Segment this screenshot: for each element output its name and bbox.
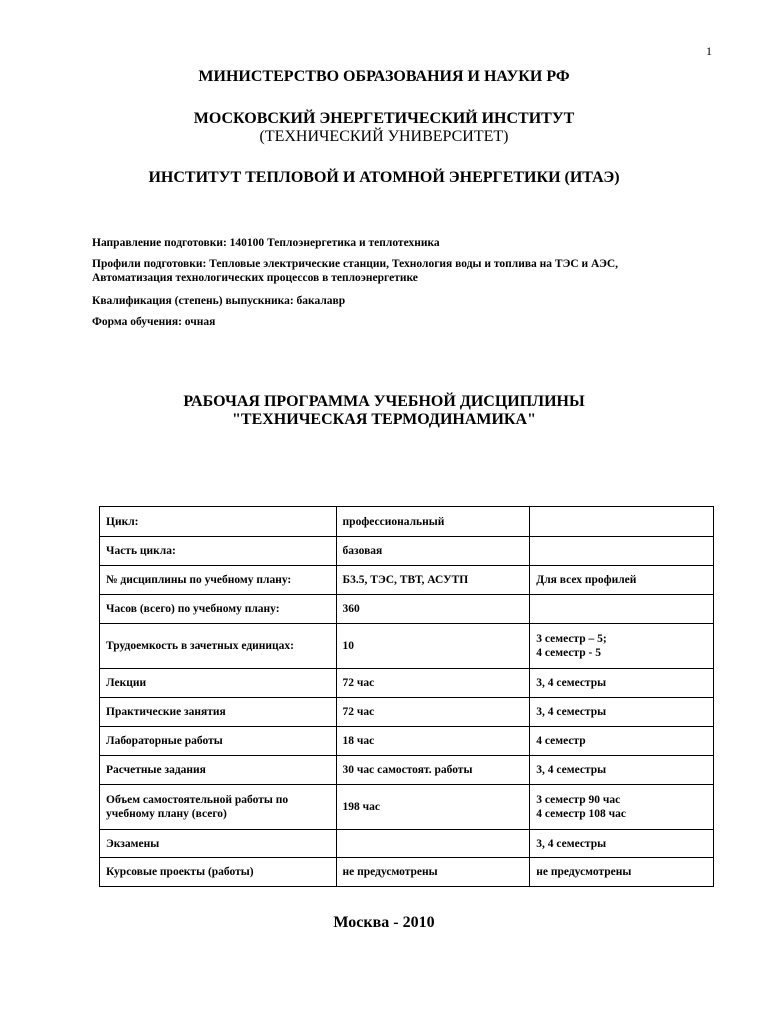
city-year: Москва - 2010 [333,914,435,931]
row-value [336,830,530,858]
table-row [100,566,714,595]
profiles-line-2: Автоматизация технологических процессов в теплоэнергетике [92,272,418,284]
row-note: 3, 4 семестры [530,669,714,698]
row-note: 3, 4 семестры [530,756,714,785]
profiles-line-1: Профили подготовки: Тепловые электрические станции, Технология воды и топлива на ТЭС и АЭС, [92,258,619,270]
institute-heading: МОСКОВСКИЙ ЭНЕРГЕТИЧЕСКИЙ ИНСТИТУТ [193,110,575,127]
table-row [100,830,714,858]
table-row [100,537,714,566]
row-label: Цикл: [100,507,337,537]
qualification-line: Квалификация (степень) выпускника: бакалавр [92,295,346,307]
row-value: 10 [336,624,530,669]
row-note-line: 4 семестр - 5 [536,647,601,659]
row-note [530,785,714,830]
row-value: 72 час [336,669,530,698]
row-label-line: Объем самостоятельной работы по [106,794,289,806]
ministry-heading: МИНИСТЕРСТВО ОБРАЗОВАНИЯ И НАУКИ РФ [198,68,570,85]
direction-line: Направление подготовки: 140100 Теплоэнергетика и теплотехника [92,237,440,249]
row-note [530,537,714,566]
row-note: Для всех профилей [530,566,714,595]
row-label: Лекции [100,669,337,698]
row-value: 198 час [336,785,530,830]
study-form-line: Форма обучения: очная [92,316,216,328]
table-row [100,858,714,887]
row-label: № дисциплины по учебному плану: [100,566,337,595]
table-row [100,698,714,727]
row-note [530,624,714,669]
row-label: Часть цикла: [100,537,337,566]
row-label: Часов (всего) по учебному плану: [100,595,337,624]
row-note: 4 семестр [530,727,714,756]
row-note [530,595,714,624]
row-note: 3, 4 семестры [530,830,714,858]
row-label: Трудоемкость в зачетных единицах: [100,624,337,669]
row-value: 360 [336,595,530,624]
row-value: 72 час [336,698,530,727]
table-row [100,595,714,624]
discipline-info-table [99,506,714,887]
page-number: 1 [706,44,712,58]
row-note: 3, 4 семестры [530,698,714,727]
row-label: Курсовые проекты (работы) [100,858,337,887]
row-note-line: 3 семестр 90 час [536,794,621,806]
row-label: Лабораторные работы [100,727,337,756]
row-label [100,785,337,830]
department-heading: ИНСТИТУТ ТЕПЛОВОЙ И АТОМНОЙ ЭНЕРГЕТИКИ (ИТАЭ) [148,169,620,186]
program-title-line-1: РАБОЧАЯ ПРОГРАММА УЧЕБНОЙ ДИСЦИПЛИНЫ [183,393,585,410]
row-value: базовая [336,537,530,566]
row-label: Практические занятия [100,698,337,727]
row-note-line: 3 семестр – 5; [536,633,607,645]
table-row [100,785,714,830]
program-title-line-2: "ТЕХНИЧЕСКАЯ ТЕРМОДИНАМИКА" [232,411,536,428]
table-row [100,624,714,669]
row-value: профессиональный [336,507,530,537]
table-row [100,756,714,785]
row-note: не предусмотрены [530,858,714,887]
row-label: Расчетные задания [100,756,337,785]
row-value: 30 час самостоят. работы [336,756,530,785]
table-row [100,507,714,537]
row-label-line: учебному плану (всего) [106,808,227,820]
row-label: Экзамены [100,830,337,858]
table-row [100,727,714,756]
table-row [100,669,714,698]
university-subheading: (ТЕХНИЧЕСКИЙ УНИВЕРСИТЕТ) [259,128,509,145]
row-note-line: 4 семестр 108 час [536,808,626,820]
row-note [530,507,714,537]
row-value: 18 час [336,727,530,756]
row-value: Б3.5, ТЭС, ТВТ, АСУТП [336,566,530,595]
row-value: не предусмотрены [336,858,530,887]
